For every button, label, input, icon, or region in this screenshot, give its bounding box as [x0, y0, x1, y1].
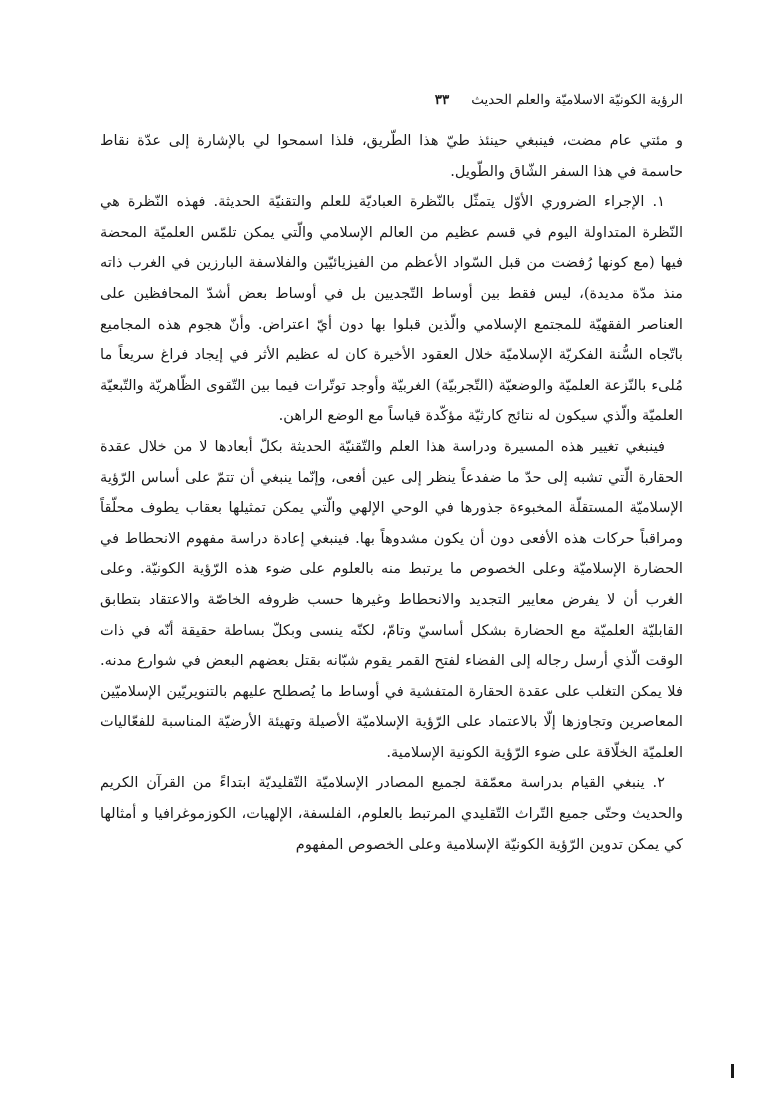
page-edge-mark — [731, 1064, 734, 1078]
paragraph-point-2: ٢. ينبغي القيام بدراسة معمّقة لجميع المصادر الإسلاميّة التّقليديّة ابتداءً من القرآن الكريم والحديث وحتّى جميع التّراث التّقليدي المرتبط بالعلوم، الفلسفة، الإلهيات، الكوزموغرافيا و أمثالها كي يمكن تدوين الرّؤية الكونيّة الإسلامية وعلى الخصوص المفهوم — [100, 774, 683, 853]
body-text — [100, 126, 683, 1056]
paragraph-reform-discussion: فينبغي تغيير هذه المسيرة ودراسة هذا العلم والتّقنيّة الحديثة بكلّ أبعادها لا من خلال عقدة الحقارة الّتي تشبه إلى حدّ ما ضفدعاً ينظر إلى عين أفعى، وإنّما ينبغي أن تتمّ على أساس الرّؤية الإسلاميّة المستقلّة المخبوءة جذورها في الوحي الإلهي والّتي يمكن تمثيلها بعقاب يطوف محلّقاً ومراقباً حركات هذه الأفعى دون أن يكون مشدوهاً بها. فينبغي إعادة دراسة مفهوم الانحطاط في الحضارة الإسلاميّة وعلى الخصوص ما يرتبط منه بالعلوم على ضوء هذه الرّؤية الكونيّة. وعلى الغرب أن لا يفرض معايير التجديد والانحطاط وغيرها حسب ظروفه الخاصّة والاعتقاد بتطابق القابليّة العلميّة مع الحضارة بشكل أساسيّ وتامّ، لكنّه ينسى وبكلّ بساطة حقيقة أنّه في ذات الوقت الّذي أرسل رجاله إلى الفضاء لفتح القمر يقوم شبّانه بقتل بعضهم البعض في شوارع مدنه. فلا يمكن التغلب على عقدة الحقارة المتفشية في أوساط ما يُصطلح عليهم بالتنويريّين الإسلاميّين المعاصرين وتجاوزها إلّا بالاعتماد على الرّؤية الإسلاميّة الأصيلة وتهيئة الأرضيّة المناسبة للفعّاليات العلميّة الخلّاقة على ضوء الرّؤية الكونية الإسلامية. — [100, 437, 683, 761]
paragraph-point-1: ١. الإجراء الضروري الأوّل يتمثّل بالنّظرة العباديّة للعلم والتقنيّة الحديثة. فهذه النّظرة هي النّظرة المتداولة اليوم في قسم عظيم من العالم الإسلامي والّتي يمكن تلمّس العلميّة المحضة فيها (مع كونها رُفضت من قبل السّواد الأعظم من الفيزيائيّين والفلاسفة البارزين في الغرب ذاته منذ مدّة مديدة)، ليس فقط بين أوساط التّجديين بل في أوساط بعض أشدّ المحافظين على العناصر الفقهيّة للمجتمع الإسلامي والّذين قبلوا بها دون أيّ اعتراض. وأنّ هجوم هذه المجاميع باتّجاه السُّنة الفكريّة الإسلاميّة خلال العقود الأخيرة كان له عظيم الأثر في إيجاد فراغ سريعاً ما مُلىء بالنّزعة العلميّة والوضعيّة (التّجربيّة) الغربيّة وأوجد توتّرات فيما بين التّقوى الظّاهريّة والتّبعيّة العلميّة والّذي سيكون له نتائج كارثيّة مؤكّدة قياساً مع الوضع الراهن. — [100, 193, 683, 425]
header-title: الرؤية الكونيّة الاسلاميّة والعلم الحديث — [471, 92, 683, 108]
paragraph-continuation: و مئتي عام مضت، فينبغي حينئذ طيّ هذا الطّريق، فلذا اسمحوا لي بالإشارة إلى عدّة نقاط حاسمة في هذا السفر الشّاق والطّويل. — [100, 132, 683, 180]
running-header — [100, 88, 683, 112]
page-number: ٣٣ — [434, 92, 450, 108]
